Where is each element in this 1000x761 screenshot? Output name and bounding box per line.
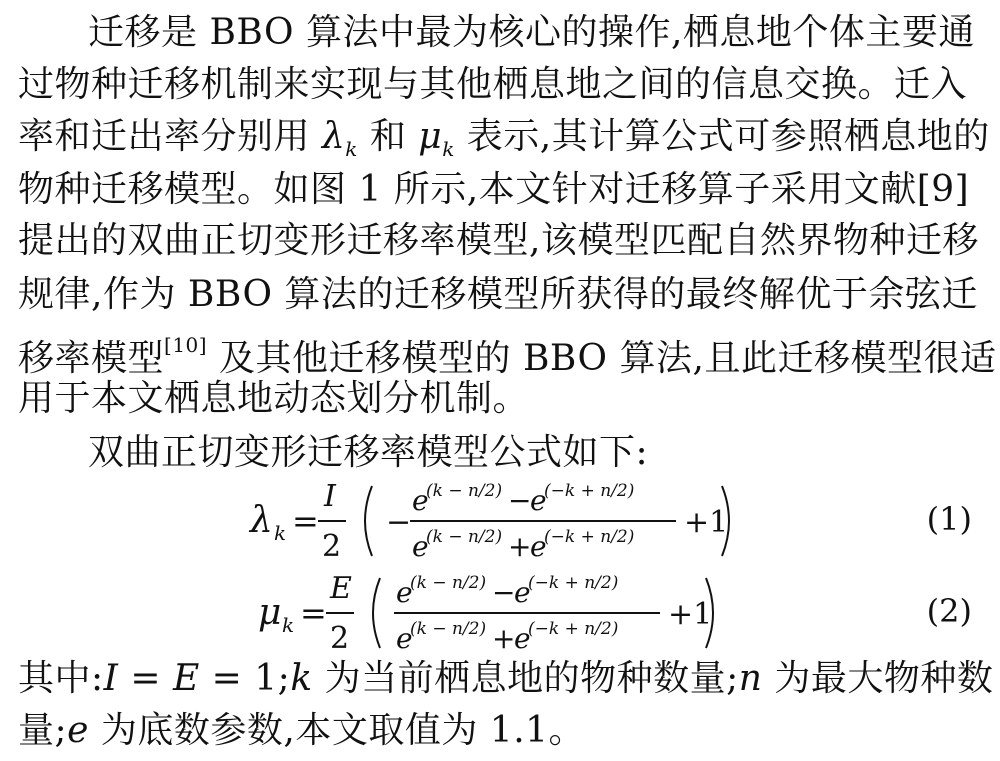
text-span: 其中: xyxy=(18,658,104,699)
paragraph-line: 过物种迁移机制来实现与其他栖息地之间的信息交换。迁入 xyxy=(18,64,968,105)
eq-lhs-sub: k xyxy=(274,521,287,545)
text-span: 表示,其计算公式可参照栖息地的 xyxy=(454,116,990,157)
eq-exp-b: (−k + n/2) xyxy=(528,573,619,593)
svg-text:e: e xyxy=(530,530,547,563)
svg-text:=: = xyxy=(300,594,327,632)
paragraph-line: 规律,作为 BBO 算法的迁移模型所获得的最终解优于余弦迁 xyxy=(18,274,978,315)
eq-den-op: + xyxy=(492,622,516,655)
svg-text:e: e xyxy=(514,622,531,655)
eq-exp-a: (k − n/2) xyxy=(410,619,487,639)
text-span: 率和迁出率分别用 xyxy=(18,116,322,157)
equation-number: (2) xyxy=(926,592,972,630)
equation-1 xyxy=(0,476,1000,566)
eq-exp-b: (−k + n/2) xyxy=(528,619,619,639)
text-span: = 1; xyxy=(199,658,291,699)
mu-symbol: μ xyxy=(418,116,443,157)
lambda-symbol: λ xyxy=(321,116,346,157)
paragraph-line: 提出的双曲正切变形迁移率模型,该模型匹配自然界物种迁移 xyxy=(18,220,979,261)
text-span: 为最大物种数 xyxy=(762,658,994,699)
svg-text:=: = xyxy=(292,502,319,540)
where-line xyxy=(18,706,982,756)
eq-sign: − xyxy=(386,505,412,540)
eq-tail: +1 xyxy=(684,505,729,540)
eq-num-op: − xyxy=(492,576,516,609)
eq-coef-num: I xyxy=(324,479,336,514)
eq-exp-a: (k − n/2) xyxy=(410,573,487,593)
var-k: k xyxy=(290,658,313,699)
text-span: 为底数参数,本文取值为 1.1。 xyxy=(88,710,586,751)
equation-1-graphic xyxy=(0,476,1000,566)
eq-exp-b: (−k + n/2) xyxy=(544,481,635,501)
subscript-k: k xyxy=(442,137,455,161)
equation-2-graphic xyxy=(0,568,1000,658)
eq-coef-den: 2 xyxy=(330,621,350,656)
eq-lhs-sub: k xyxy=(282,613,295,637)
svg-text:e: e xyxy=(412,530,429,563)
svg-text:e: e xyxy=(396,576,413,609)
text-span: 量; xyxy=(18,710,68,751)
eq-lhs: μ xyxy=(258,592,282,633)
paragraph-line: 物种迁移模型。如图 1 所示,本文针对迁移算子采用文献[9] xyxy=(18,169,970,210)
var-e: e xyxy=(67,710,89,751)
formula-intro: 双曲正切变形迁移率模型公式如下: xyxy=(88,432,649,473)
eq-coef-den: 2 xyxy=(322,529,342,564)
eq-den-op: + xyxy=(508,530,532,563)
var-I: I xyxy=(103,658,119,699)
svg-text:e: e xyxy=(396,622,413,655)
eq-coef-num: E xyxy=(330,571,352,606)
eq-lhs: λ xyxy=(250,500,273,541)
eq-exp-a: (k − n/2) xyxy=(426,527,503,547)
text-span: 移率模型 xyxy=(18,338,165,379)
var-E: E xyxy=(172,658,200,699)
text-span: = xyxy=(118,658,173,699)
citation-ref: [10] xyxy=(164,333,208,357)
svg-text:e: e xyxy=(530,484,547,517)
eq-exp-a: (k − n/2) xyxy=(426,481,503,501)
text-span: 为当前栖息地的物种数量; xyxy=(312,658,739,699)
svg-text:e: e xyxy=(412,484,429,517)
subscript-k: k xyxy=(345,137,358,161)
equation-number: (1) xyxy=(926,500,972,538)
var-n: n xyxy=(738,658,763,699)
where-line xyxy=(18,654,994,704)
eq-exp-b: (−k + n/2) xyxy=(544,527,635,547)
eq-num-op: − xyxy=(508,484,532,517)
svg-text:e: e xyxy=(514,576,531,609)
equation-2 xyxy=(0,568,1000,658)
text-span: 和 xyxy=(357,116,419,157)
paragraph-line: 迁移是 BBO 算法中最为核心的操作,栖息地个体主要通 xyxy=(88,12,975,53)
eq-tail: +1 xyxy=(668,597,713,632)
text-span: 及其他迁移模型的 BBO 算法,且此迁移模型很适 xyxy=(207,338,997,379)
paragraph-line: 用于本文栖息地动态划分机制。 xyxy=(18,378,530,419)
